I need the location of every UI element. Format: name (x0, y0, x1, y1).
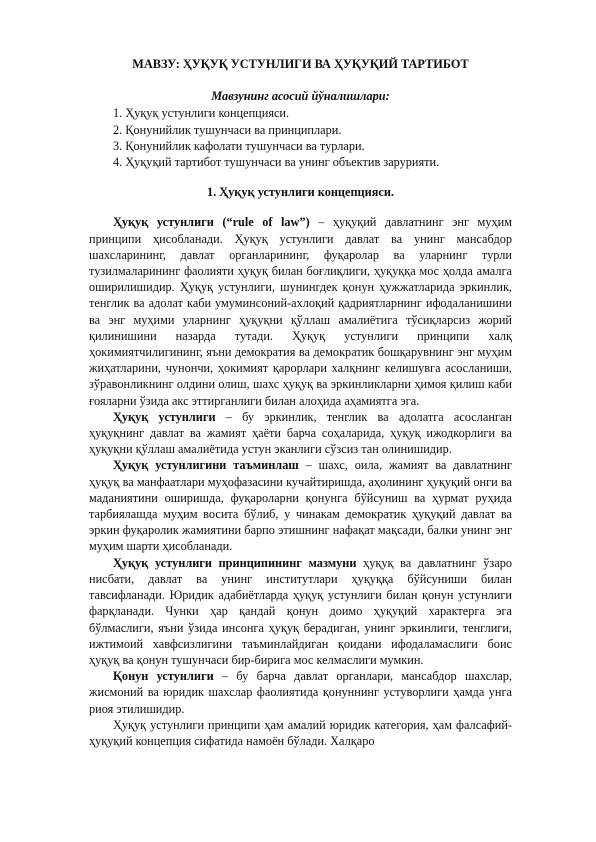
paragraph-text: – шахс, оила, жамият ва давлатнинг ҳуқуқ ва манфаатлари муҳофазасини кучайтиришда, аҳолининг ҳуқуқий онги ва маданиятини оширишда, фуқароларни қонунга бўйсуниш ва ҳурмат руҳида тарбиялашда муҳим восита бўлиб, у чинакам демократик ҳуқуқий давлат ва эркин фуқаролик жамиятини барпо этишнинг нафақат мақсади, балки унинг энг муҳим шарти ҳисобланади. (89, 458, 512, 554)
paragraph-text: – ҳуқуқий давлатнинг энг муҳим принципи ҳисобланади. Ҳуқуқ устунлиги давлат ва унинг мансабдор шахсларининг, давлат органларининг, фуқаролар ва уларнинг турли тузилмаларининг фаолияти ҳуқуқ билан боғлиқлиги, ҳуқуққа мос ҳолда амалга оширилишидир. Ҳуқуқ устунлиги, шунингдек қонун ҳужжатларида эркинлик, тенглик ва адолат каби умуминсоний-ахлоқий қадриятларнинг ифодаланишини ва энг муҳими уларнинг ҳуқуқни қўллаш амалиётига тўсиқларсиз жорий қилинишини назарда тутади. Ҳуқуқ устунлиги принципи халқ ҳокимиятчилигининг, яъни демократия ва демократик бошқарувнинг энг муҳим жиҳатларини, чунончи, ҳокимият қарорлари халқнинг келишувга асосланиши, зўравонликнинг олдини олиш, шахс ҳуқуқ ва эркинликларни ҳимоя қилиш каби ғояларни ўзида акс эттирганлиги билан алоҳида аҳамиятга эга. (89, 215, 512, 408)
paragraph-lead: Ҳуқуқ устунлигини таъминлаш (113, 458, 299, 473)
paragraph-lead: Ҳуқуқ устунлиги (113, 409, 216, 424)
outline-item: 1. Ҳуқуқ устунлиги концепцияси. (113, 106, 290, 121)
paragraph-lead: Ҳуқуқ устунлиги (“rule of law”) (113, 215, 310, 230)
outline-item: 3. Қонунийлик кафолати тушунчаси ва турлари. (113, 138, 365, 153)
paragraph-text: Ҳуқуқ устунлиги принципи ҳам амалий юридик категория, ҳам фалсафий-ҳуқуқий концепция сифатида намоён бўлади. Халқаро (89, 717, 512, 748)
paragraph (89, 457, 512, 554)
document-title: МАВЗУ: ҲУҚУҚ УСТУНЛИГИ ВА ҲУҚУҚИЙ ТАРТИБОТ (132, 57, 469, 71)
section-heading: 1. Ҳуқуқ устунлиги концепцияси. (206, 185, 394, 200)
outline-list (89, 105, 512, 170)
paragraph (89, 717, 512, 749)
outline-item: 4. Ҳуқуқий тартибот тушунчаси ва унинг объектив зарурияти. (113, 155, 440, 170)
paragraph-lead: Ҳуқуқ устунлиги принципининг мазмуни (113, 555, 357, 570)
outline-item: 2. Қонунийлик тушунчаси ва принциплари. (113, 122, 342, 137)
paragraph (89, 668, 512, 717)
paragraph-lead: Қонун устунлиги (113, 669, 214, 684)
outline-heading: Мавзунинг асосий йўналишлари: (211, 89, 390, 104)
paragraph-text: – бу эркинлик, тенглик ва адолатга асосланган ҳуқуқнинг давлат ва жамият ҳаёти барча соҳаларида, ҳуқуқ ижодкорлиги ва ҳуқуқни қўллаш амалиётида устун эканлиги сўзсиз тан олинишидир. (89, 409, 513, 457)
paragraph-text: – бу барча давлат органлари, мансабдор шахслар, жисмоний ва юридик шахслар фаолиятида қонуннинг устуворлиги ҳамда унга риоя этилишидир. (89, 669, 512, 716)
paragraph (89, 555, 512, 668)
paragraph-text: ҳуқуқ ва давлатнинг ўзаро нисбати, давлат ва унинг институтлари ҳуқуққа бўйсуниши билан тавсифланади. Юридик адабиётларда ҳуқуқ устунлиги билан қонун устунлиги фарқланади. Чунки ҳар қандай қонун доимо ҳуқуқий характерга эга бўлмаслиги, яъни ўзида инсонга ҳуқуқ берадиган, унинг эркинлиги, тенглиги, ижтимоий хавфсизлигини таъминлайдиган қоидани ифодаламаслиги боис ҳуқуқ ва қонун тушунчаси бир-бирига мос келмаслиги мумкин. (89, 555, 512, 667)
paragraph (89, 409, 512, 458)
paragraph (89, 214, 512, 408)
